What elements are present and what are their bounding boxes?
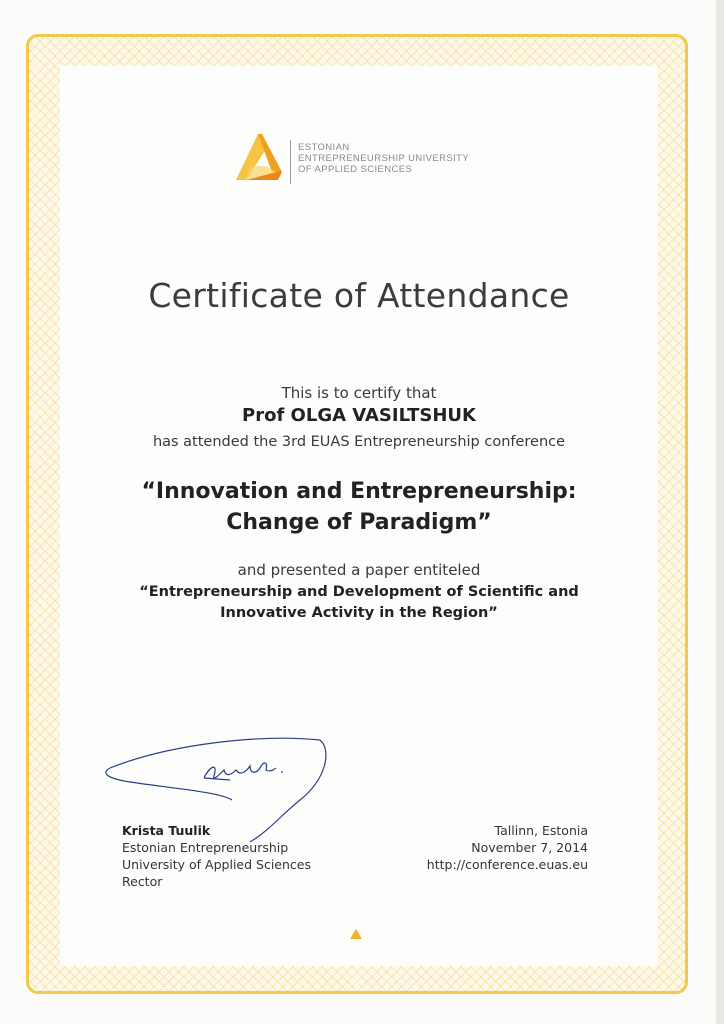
- logo-line-2: ENTREPRENEURSHIP UNIVERSITY: [298, 153, 470, 164]
- paper-title-line-1: “Entrepreneurship and Development of Scientific and: [139, 584, 579, 600]
- attended-text: has attended the 3rd EUAS Entrepreneurship conference: [152, 434, 566, 450]
- paper-title: [0, 582, 718, 624]
- paper-title-line-2: Innovative Activity in the Region”: [220, 605, 498, 621]
- scan-edge: [716, 0, 724, 1024]
- signer-role: Rector: [122, 874, 163, 889]
- conference-title-line-1: “Innovation and Entrepreneurship:: [141, 479, 577, 504]
- university-name: [298, 142, 469, 175]
- triangle-ornament-icon: [350, 929, 362, 939]
- recipient-name: Prof OLGA VASILTSHUK: [242, 405, 476, 426]
- logo-divider: [290, 140, 291, 184]
- conference-title-line-2: Change of Paradigm”: [226, 510, 492, 535]
- city: Tallinn, Estonia: [494, 823, 588, 838]
- certify-text: This is to certify that: [281, 384, 437, 402]
- conference-url[interactable]: http://conference.euas.eu: [426, 857, 588, 872]
- conference-title: [0, 476, 718, 538]
- euas-logo-icon: [232, 132, 286, 184]
- university-logo: [232, 132, 492, 192]
- place-date-block: [380, 822, 588, 873]
- logo-line-1: ESTONIAN: [298, 142, 350, 153]
- date: November 7, 2014: [471, 840, 588, 855]
- certificate-title: Certificate of Attendance: [148, 276, 570, 315]
- signer-block: [122, 822, 311, 890]
- signer-org-line-2: University of Applied Sciences: [122, 857, 311, 872]
- signer-org-line-1: Estonian Entrepreneurship: [122, 840, 289, 855]
- logo-line-3: OF APPLIED SCIENCES: [298, 164, 413, 175]
- signer-name: Krista Tuulik: [122, 823, 211, 838]
- presented-text: and presented a paper entiteled: [237, 561, 481, 579]
